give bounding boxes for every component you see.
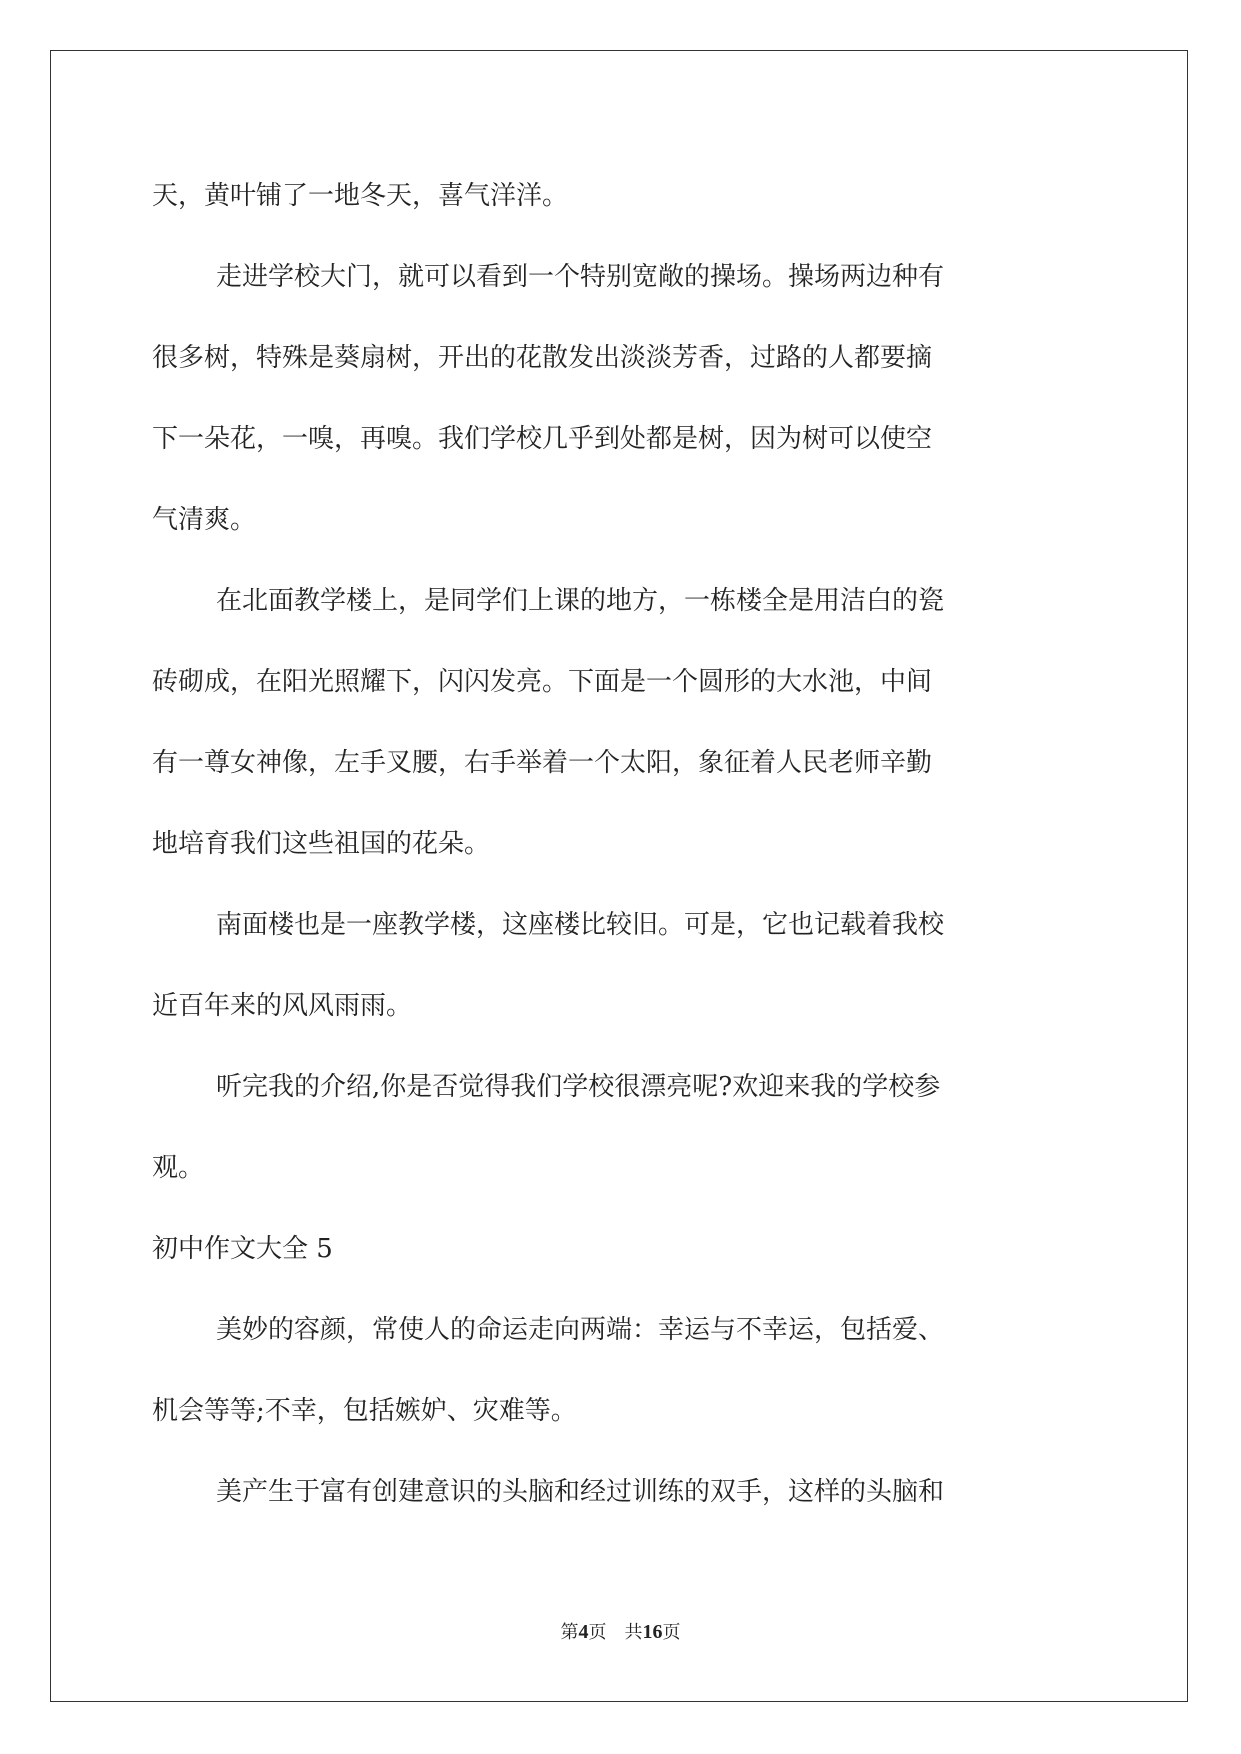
text-line: 南面楼也是一座教学楼，这座楼比较旧。可是，它也记载着我校	[216, 910, 945, 940]
text-line: 有一尊女神像，左手叉腰，右手举着一个太阳，象征着人民老师辛勤	[152, 748, 933, 778]
section-heading: 初中作文大全 5	[152, 1234, 333, 1264]
text-line: 机会等等;不幸，包括嫉妒、灾难等。	[152, 1396, 577, 1426]
page-footer	[0, 1618, 1241, 1644]
footer-prefix: 第	[560, 1622, 579, 1643]
text-line: 美妙的容颜，常使人的命运走向两端：幸运与不幸运，包括爱、	[216, 1315, 945, 1345]
text-line: 观。	[152, 1153, 205, 1183]
text-line: 近百年来的风风雨雨。	[152, 991, 413, 1021]
current-page-number: 4	[578, 1621, 589, 1643]
text-line: 美产生于富有创建意识的头脑和经过训练的双手，这样的头脑和	[216, 1477, 945, 1507]
text-line: 地培育我们这些祖国的花朵。	[152, 829, 491, 859]
text-line: 砖砌成，在阳光照耀下，闪闪发亮。下面是一个圆形的大水池，中间	[152, 667, 933, 697]
footer-suffix: 页	[662, 1622, 681, 1643]
text-line: 很多树，特殊是葵扇树，开出的花散发出淡淡芳香，过路的人都要摘	[152, 343, 933, 373]
footer-mid: 页 共	[588, 1622, 643, 1643]
text-line: 天，黄叶铺了一地冬天，喜气洋洋。	[152, 181, 569, 211]
document-body	[152, 156, 1088, 1533]
text-line: 听完我的介绍,你是否觉得我们学校很漂亮呢?欢迎来我的学校参	[216, 1072, 941, 1102]
total-page-count: 16	[642, 1621, 663, 1643]
text-line: 走进学校大门，就可以看到一个特别宽敞的操场。操场两边种有	[216, 262, 945, 292]
text-line: 下一朵花，一嗅，再嗅。我们学校几乎到处都是树，因为树可以使空	[152, 424, 933, 454]
text-line: 在北面教学楼上，是同学们上课的地方，一栋楼全是用洁白的瓷	[216, 586, 945, 616]
text-line: 气清爽。	[152, 505, 257, 535]
